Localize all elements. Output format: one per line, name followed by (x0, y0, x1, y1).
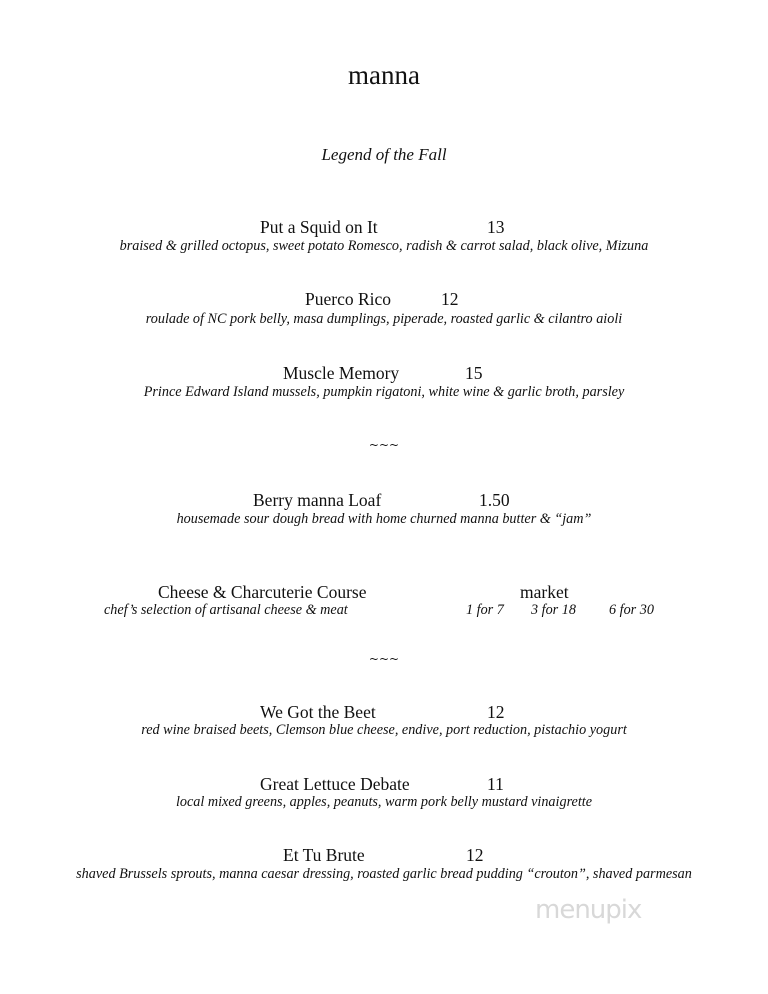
price-option: 3 for 18 (531, 602, 576, 618)
section-separator: ~~~ (368, 652, 400, 666)
item-description: roulade of NC pork belly, masa dumplings, piperade, roasted garlic & cilantro aioli (145, 311, 623, 327)
item-price: 15 (465, 363, 483, 383)
item-description: Prince Edward Island mussels, pumpkin rigatoni, white wine & garlic broth, parsley (143, 384, 625, 400)
item-description: local mixed greens, apples, peanuts, warm pork belly mustard vinaigrette (175, 794, 593, 810)
item-name: We Got the Beet (260, 702, 376, 722)
item-name: Great Lettuce Debate (260, 774, 410, 794)
item-price: 13 (487, 217, 505, 237)
item-name: Put a Squid on It (260, 217, 378, 237)
restaurant-title: manna (348, 60, 420, 90)
item-name: Berry manna Loaf (253, 490, 382, 510)
price-option: 6 for 30 (609, 602, 654, 618)
item-price: 1.50 (479, 490, 510, 510)
item-price: 12 (441, 289, 459, 309)
item-name: Puerco Rico (305, 289, 392, 309)
item-price: 12 (487, 702, 505, 722)
item-name: Muscle Memory (283, 363, 400, 383)
watermark: menupix (535, 895, 642, 925)
item-description: red wine braised beets, Clemson blue cheese, endive, port reduction, pistachio yogurt (141, 722, 627, 738)
item-description: shaved Brussels sprouts, manna caesar dressing, roasted garlic bread pudding “crouton”, shaved parmesan (76, 866, 692, 882)
item-description: braised & grilled octopus, sweet potato Romesco, radish & carrot salad, black olive, Mizuna (119, 238, 649, 254)
item-name: Cheese & Charcuterie Course (158, 582, 367, 602)
item-price: 11 (487, 774, 504, 794)
section-separator: ~~~ (368, 438, 400, 452)
item-name: Et Tu Brute (283, 845, 365, 865)
item-price: 12 (466, 845, 484, 865)
item-description: housemade sour dough bread with home churned manna butter & “jam” (176, 511, 592, 527)
item-description: chef’s selection of artisanal cheese & meat (104, 602, 348, 618)
price-option: 1 for 7 (466, 602, 504, 618)
item-price: market (520, 582, 569, 602)
menu-subtitle: Legend of the Fall (321, 145, 447, 164)
